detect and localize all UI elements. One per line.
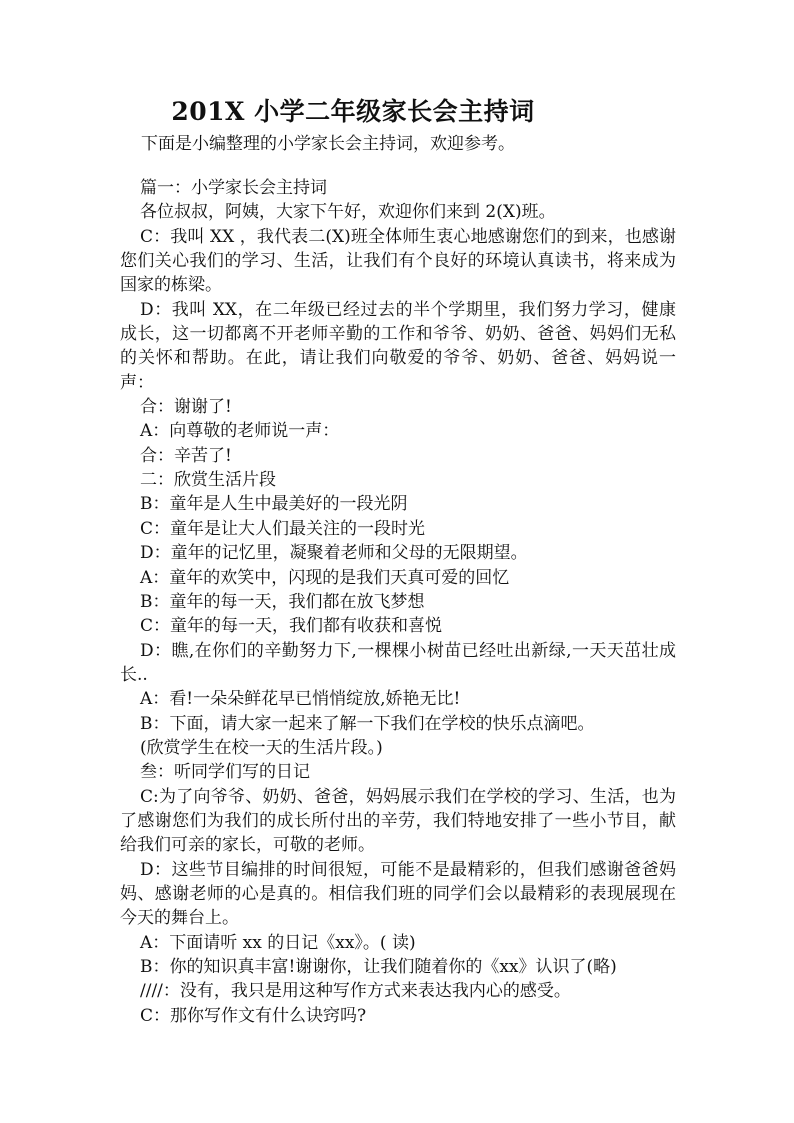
paragraph: D：瞧,在你们的辛勤努力下,一棵棵小树苗已经吐出新绿,一天天茁壮成长.. xyxy=(120,640,676,685)
paragraph: 各位叔叔，阿姨，大家下午好，欢迎你们来到 2(X)班。 xyxy=(140,202,556,223)
paragraph: D：这些节目编排的时间很短，可能不是最精彩的，但我们感谢爸爸妈妈、感谢老师的心是真的。相信我们班的同学们会以最精彩的表现展现在今天的舞台上。 xyxy=(120,859,676,929)
paragraph: ////：没有，我只是用这种写作方式来表达我内心的感受。 xyxy=(140,981,571,1002)
paragraph: D：童年的记忆里，凝聚着老师和父母的无限期望。 xyxy=(140,543,528,564)
intro-line: 下面是小编整理的小学家长会主持词，欢迎参考。 xyxy=(141,134,515,154)
paragraph: 合：谢谢了! xyxy=(140,397,232,418)
paragraph: (欣赏学生在校一天的生活片段。) xyxy=(140,737,383,758)
paragraph: C：我叫 XX ，我代表二(X)班全体师生衷心地感谢您们的到来，也感谢您们关心我们的学习、生活，让我们有个良好的环境认真读书，将来成为国家的栋梁。 xyxy=(120,226,676,296)
paragraph: B：童年的每一天，我们都在放飞梦想 xyxy=(140,591,425,612)
paragraph: 篇一：小学家长会主持词 xyxy=(140,178,327,198)
paragraph: A：童年的欢笑中，闪现的是我们天真可爱的回忆 xyxy=(140,567,510,588)
paragraph: 叁：听同学们写的日记 xyxy=(140,762,310,783)
paragraph: B：你的知识真丰富!谢谢你，让我们随着你的《xx》认识了(略) xyxy=(140,957,617,977)
paragraph: 二：欣赏生活片段 xyxy=(140,470,276,491)
paragraph: A：下面请听 xx 的日记《xx》。( 读) xyxy=(140,932,416,953)
paragraph: A：向尊敬的老师说一声： xyxy=(140,421,340,442)
paragraph: C：那你写作文有什么诀窍吗? xyxy=(140,1005,367,1026)
paragraph: B：下面，请大家一起来了解一下我们在学校的快乐点滴吧。 xyxy=(140,713,595,734)
document-title: 201X 小学二年级家长会主持词 xyxy=(171,97,535,126)
paragraph: A：看!一朵朵鲜花早已悄悄绽放,娇艳无比! xyxy=(140,689,461,710)
paragraph: D：我叫 XX，在二年级已经过去的半个学期里，我们努力学习，健康成长，这一切都离不开老师辛勤的工作和爷爷、奶奶、爸爸、妈妈们无私的关怀和帮助。在此，请让我们向敬爱的爷爷、奶奶、爸爸、妈妈说一声： xyxy=(120,299,676,393)
paragraph: 合：辛苦了! xyxy=(140,445,232,466)
document-body xyxy=(120,176,676,1028)
paragraph: B：童年是人生中最美好的一段光阴 xyxy=(140,494,408,515)
paragraph: C：童年的每一天，我们都有收获和喜悦 xyxy=(140,616,443,637)
paragraph: C:为了向爷爷、奶奶、爸爸，妈妈展示我们在学校的学习、生活，也为了感谢您们为我们的成长所付出的辛劳，我们特地安排了一些小节目，献给我们可亲的家长，可敬的老师。 xyxy=(120,786,676,856)
paragraph: C：童年是让大人们最关注的一段时光 xyxy=(140,518,426,539)
